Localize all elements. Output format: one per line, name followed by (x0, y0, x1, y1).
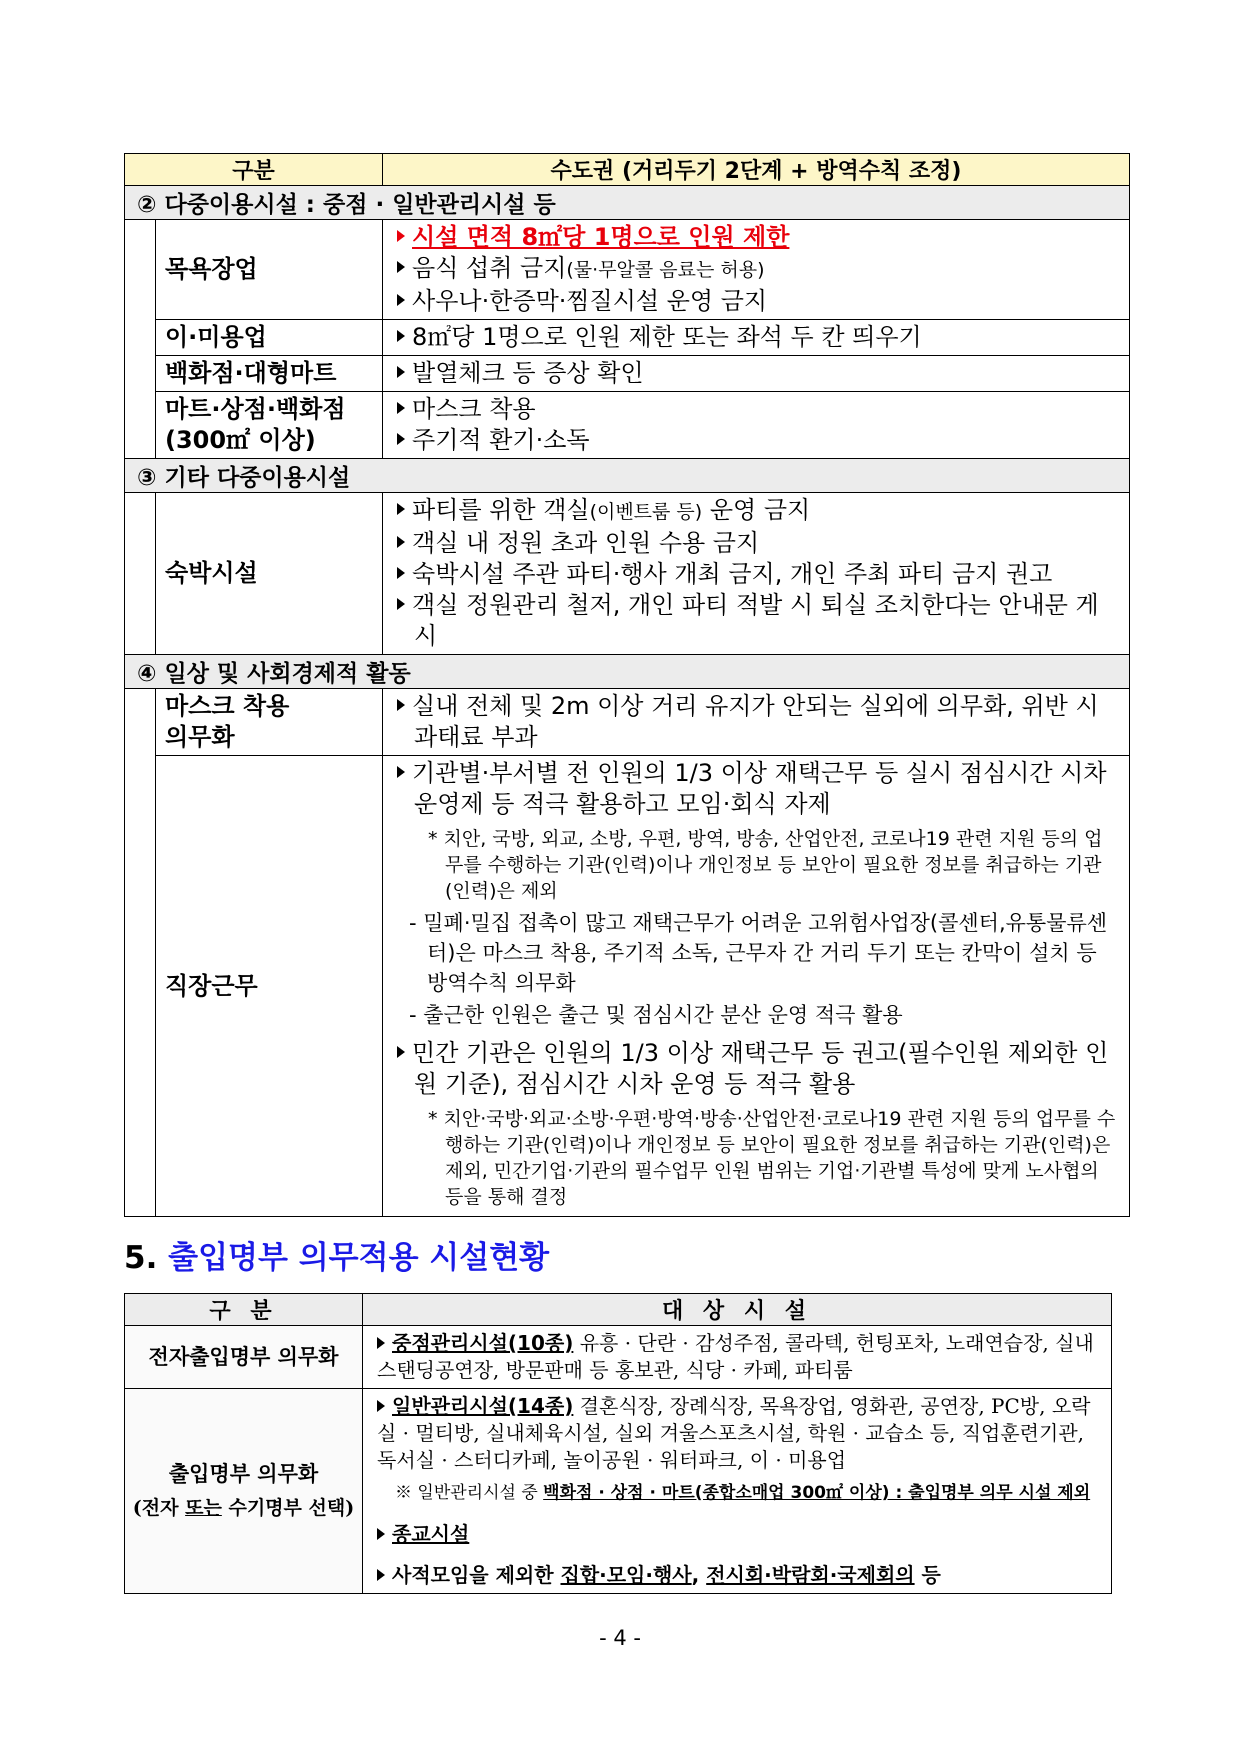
bullet-triangle-icon (397, 766, 405, 778)
table-row-mask (125, 689, 1130, 756)
bullet-triangle-icon (397, 598, 405, 610)
section-daily-activities: ④ 일상 및 사회경제적 활동 (125, 655, 1130, 689)
header-capital-area: 수도권 (거리두기 2단계 + 방역수칙 조정) (383, 154, 1130, 186)
bullet-triangle-icon (397, 261, 405, 273)
bullet-triangle-icon (397, 366, 405, 378)
page-number: - 4 - (599, 1626, 641, 1650)
table-row-mart (125, 392, 1130, 459)
rule-line: 숙박시설 주관 파티·행사 개최 금지, 개인 주최 파티 금지 권고 (397, 559, 1119, 590)
row-content (383, 320, 1130, 356)
section-row (125, 186, 1130, 220)
bullet-triangle-icon (397, 1046, 405, 1058)
rule-line-highlight: 시설 면적 8㎡당 1명으로 인원 제한 (397, 222, 1119, 253)
section-heading (124, 1232, 549, 1277)
table-row-entry-log (125, 1389, 1112, 1594)
table-header-row (125, 1294, 1112, 1326)
footnote: * 치안·국방·외교·소방·우편·방역·방송·산업안전·코로나19 관련 지원 등의 업무를 수행하는 기관(인력)이나 개인정보 등 보안이 필요한 정보를 취급하는 기관(인력)은 제외, 민간기업·기관의 필수업무 인원 범위는 기업·기관별 특성에 맞게 노사협의 등을 통해 결정 (428, 1108, 1116, 1208)
row-label: 숙박시설 (156, 493, 383, 655)
bullet-triangle-icon (397, 536, 405, 548)
row-content (383, 756, 1130, 1217)
bullet-triangle-icon (397, 433, 405, 445)
section-multi-use-facilities: ② 다중이용시설 : 중점 · 일반관리시설 등 (125, 186, 1130, 220)
bullet-triangle-icon (397, 503, 405, 515)
quarantine-rules-table (124, 153, 1130, 1217)
row-content (383, 392, 1130, 459)
header-target-facilities: 대 상 시 설 (363, 1294, 1112, 1326)
section-row (125, 459, 1130, 493)
header-category: 구분 (125, 154, 383, 186)
section-other-facilities: ③ 기타 다중이용시설 (125, 459, 1130, 493)
bullet-triangle-icon (397, 402, 405, 414)
bullet-triangle-icon (397, 330, 405, 342)
bullet-triangle-icon (397, 294, 405, 306)
header-category: 구 분 (125, 1294, 363, 1326)
row-content: 중점관리시설(10종) 유흥 · 단란 · 감성주점, 콜라텍, 헌팅포차, 노래연습장, 실내스탠딩공연장, 방문판매 등 홍보관, 식당 · 카페, 파티룸 (363, 1326, 1112, 1389)
rule-line: 객실 내 정원 초과 인원 수용 금지 (397, 528, 1119, 559)
list-item: 종교시설 (377, 1521, 1101, 1548)
indent-cell (125, 220, 156, 459)
rule-line: 8㎡당 1명으로 인원 제한 또는 좌석 두 칸 띄우기 (397, 322, 1119, 353)
rule-line: 사우나·한증막·찜질시설 운영 금지 (397, 286, 1119, 317)
row-content (383, 220, 1130, 320)
row-label: 마트·상점·백화점 (300㎡ 이상) (156, 392, 383, 459)
bullet-triangle-icon (397, 567, 405, 579)
row-content (383, 493, 1130, 655)
rule-line: 실내 전체 및 2m 이상 거리 유지가 안되는 실외에 의무화, 위반 시 과태료 부과 (397, 691, 1119, 753)
rule-line: 파티를 위한 객실(이벤트룸 등) 운영 금지 (397, 495, 1119, 528)
row-label: 직장근무 (156, 756, 383, 1217)
dash-item: - 밀폐·밀집 접촉이 많고 재택근무가 어려운 고위험사업장(콜센터,유통물류센터)은 마스크 착용, 주기적 소독, 근무자 간 거리 두기 또는 칸막이 설치 등 방역수칙 의무화 (409, 911, 1108, 995)
row-content: 일반관리시설(14종) 결혼식장, 장례식장, 목욕장업, 영화관, 공연장, PC방, 오락실 · 멀티방, 실내체육시설, 실외 겨울스포츠시설, 학원 · 교습소 등, 직업훈련기관, 독서실 · 스터디카페, 놀이공원 · 워터파크, 이 · 미용업 ※ 일반관리시설 중 백화점 · 상점 · 마트(종합소매업 300㎡ 이상) : 출입명부 의무 시설 제외 종교시설 사적모임을 제외한 집합·모임·행사, 전시회·박람회·국제회의 등 (363, 1389, 1112, 1594)
rule-line: 음식 섭취 금지(물·무알콜 음료는 허용) (397, 253, 1119, 286)
bullet-triangle-icon (397, 230, 405, 242)
rule-line: 민간 기관은 인원의 1/3 이상 재택근무 등 권고(필수인원 제외한 인원 기준), 점심시간 시차 운영 등 적극 활용 (397, 1038, 1119, 1100)
bullet-triangle-icon (377, 1337, 385, 1349)
bullet-triangle-icon (377, 1528, 385, 1540)
table-row-department-store (125, 356, 1130, 392)
rule-line: 발열체크 등 증상 확인 (397, 358, 1119, 389)
row-label: 출입명부 의무화 (전자 또는 수기명부 선택) (125, 1389, 363, 1594)
footnote: * 치안, 국방, 외교, 소방, 우편, 방역, 방송, 산업안전, 코로나19 관련 지원 등의 업무를 수행하는 기관(인력)이나 개인정보 등 보안이 필요한 정보를 취급하는 기관(인력)은 제외 (428, 828, 1103, 902)
reference-note: ※ 일반관리시설 중 백화점 · 상점 · 마트(종합소매업 300㎡ 이상) : 출입명부 의무 시설 제외 (395, 1483, 1091, 1503)
rule-line: 주기적 환기·소독 (397, 425, 1119, 456)
rule-line: 마스크 착용 (397, 394, 1119, 425)
row-label: 이·미용업 (156, 320, 383, 356)
row-label: 마스크 착용 의무화 (156, 689, 383, 756)
table-header-row (125, 154, 1130, 186)
list-item: 사적모임을 제외한 집합·모임·행사, 전시회·박람회·국제회의 등 (377, 1562, 1101, 1589)
dash-item: - 출근한 인원은 출근 및 점심시간 분산 운영 적극 활용 (409, 1003, 903, 1027)
bullet-triangle-icon (397, 699, 405, 711)
entry-log-facilities-table (124, 1293, 1112, 1594)
section-title: 출입명부 의무적용 시설현황 (168, 1240, 550, 1276)
rule-line: 객실 정원관리 철저, 개인 파티 적발 시 퇴실 조치한다는 안내문 게시 (397, 590, 1119, 652)
bullet-triangle-icon (377, 1569, 385, 1581)
row-label: 전자출입명부 의무화 (125, 1326, 363, 1389)
section-row (125, 655, 1130, 689)
section-number: 5. (124, 1240, 158, 1276)
bullet-triangle-icon (377, 1400, 385, 1412)
row-label: 목욕장업 (156, 220, 383, 320)
rule-line: 기관별·부서별 전 인원의 1/3 이상 재택근무 등 실시 점심시간 시차운영제 등 적극 활용하고 모임·회식 자제 (397, 758, 1119, 820)
table-row-workplace (125, 756, 1130, 1217)
indent-cell (125, 493, 156, 655)
table-row-lodging (125, 493, 1130, 655)
row-content (383, 356, 1130, 392)
row-content (383, 689, 1130, 756)
table-row-beauty (125, 320, 1130, 356)
table-row-electronic-log (125, 1326, 1112, 1389)
indent-cell (125, 689, 156, 1217)
row-label: 백화점·대형마트 (156, 356, 383, 392)
table-row-bathhouse (125, 220, 1130, 320)
